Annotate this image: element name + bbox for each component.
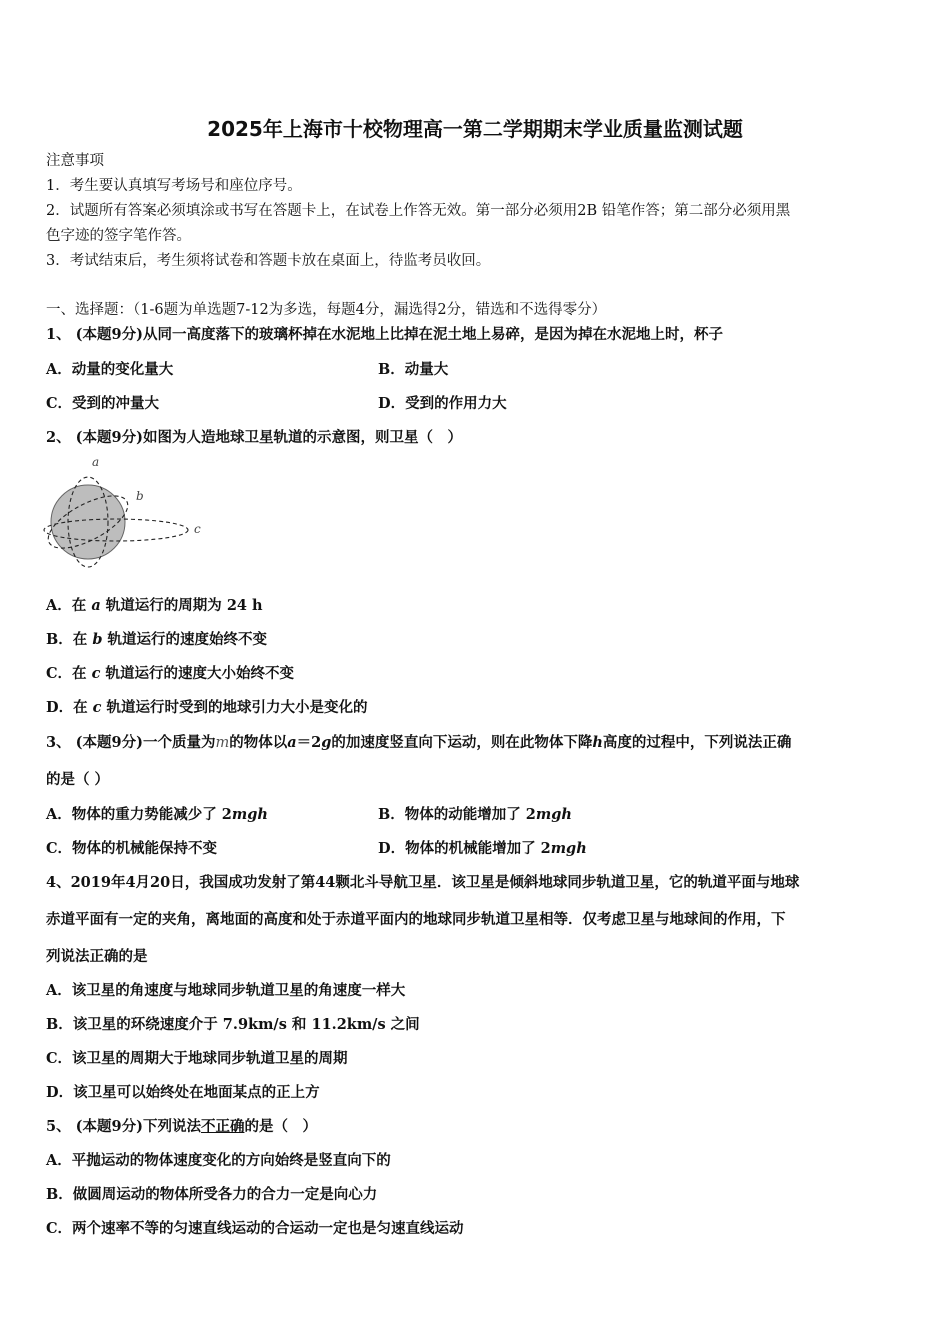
label-a: a [92,455,100,469]
label-b: b [136,489,144,503]
notice-item-2-cont: 色字迹的签字笔作答。 [46,228,191,244]
q4-option-b: B．该卫星的环绕速度介于 7.9km/s 和 11.2km/s 之间 [46,1016,420,1033]
q4-option-a: A．该卫星的角速度与地球同步轨道卫星的角速度一样大 [46,982,406,999]
q3-option-d: D．物体的机械能增加了 2mgh [378,840,587,857]
q4-stem-line3: 列说法正确的是 [46,948,148,965]
q5-option-b: B．做圆周运动的物体所受各力的合力一定是向心力 [46,1186,378,1203]
notice-item-2: 2．试题所有答案必须填涂或书写在答题卡上，在试卷上作答无效。第一部分必须用2B 铅笔作答；第二部分必须用黑 [46,203,791,219]
label-c: c [194,522,201,536]
q1-option-d: D．受到的作用力大 [378,395,507,412]
q5-option-c: C．两个速率不等的匀速直线运动的合运动一定也是匀速直线运动 [46,1220,464,1237]
page-title: 2025年上海市十校物理高一第二学期期末学业质量监测试题 [207,117,743,141]
orbit-diagram [42,452,212,576]
q1-stem: 1、 (本题9分)从同一高度落下的玻璃杯掉在水泥地上比掉在泥土地上易碎，是因为掉在水泥地上时，杯子 [46,326,723,343]
section-heading: 一、选择题：（1-6题为单选题7-12为多选，每题4分，漏选得2分，错选和不选得零分） [46,302,607,318]
q3-stem-cont: 的是（ ） [46,771,110,788]
q1-option-c: C．受到的冲量大 [46,395,160,412]
q4-option-d: D．该卫星可以始终处在地面某点的正上方 [46,1084,320,1101]
q3-option-c: C．物体的机械能保持不变 [46,840,218,857]
q2-option-c: C．在 c 轨道运行的速度大小始终不变 [46,665,294,682]
q3-option-a: A．物体的重力势能减少了 2mgh [46,806,268,823]
q2-option-d: D．在 c 轨道运行时受到的地球引力大小是变化的 [46,699,368,716]
q1-option-a: A．动量的变化量大 [46,361,174,378]
q5-option-a: A．平抛运动的物体速度变化的方向始终是竖直向下的 [46,1152,391,1169]
q4-stem-line1: 4、2019年4月20日，我国成功发射了第44颗北斗导航卫星．该卫星是倾斜地球同步轨道卫星，它的轨道平面与地球 [46,874,800,891]
notice-heading: 注意事项 [46,153,104,169]
notice-item-3: 3．考试结束后，考生须将试卷和答题卡放在桌面上，待监考员收回。 [46,253,491,269]
q2-stem: 2、 (本题9分)如图为人造地球卫星轨道的示意图，则卫星（ ） [46,429,462,446]
satellite-orbit-figure [42,452,212,580]
q3-stem: 3、 (本题9分)一个质量为m的物体以a＝2g的加速度竖直向下运动，则在此物体下降h高度的过程中，下列说法正确 [46,734,792,751]
q2-option-b: B．在 b 轨道运行的速度始终不变 [46,631,268,648]
q2-option-a: A．在 a 轨道运行的周期为 24 h [46,597,263,614]
q4-stem-line2: 赤道平面有一定的夹角，离地面的高度和处于赤道平面内的地球同步轨道卫星相等．仅考虑卫星与地球间的作用，下 [46,911,786,928]
q1-option-b: B．动量大 [378,361,449,378]
q3-option-b: B．物体的动能增加了 2mgh [378,806,572,823]
q4-option-c: C．该卫星的周期大于地球同步轨道卫星的周期 [46,1050,348,1067]
notice-item-1: 1．考生要认真填写考场号和座位序号。 [46,178,302,194]
q5-stem: 5、 (本题9分)下列说法不正确的是（ ） [46,1118,317,1135]
